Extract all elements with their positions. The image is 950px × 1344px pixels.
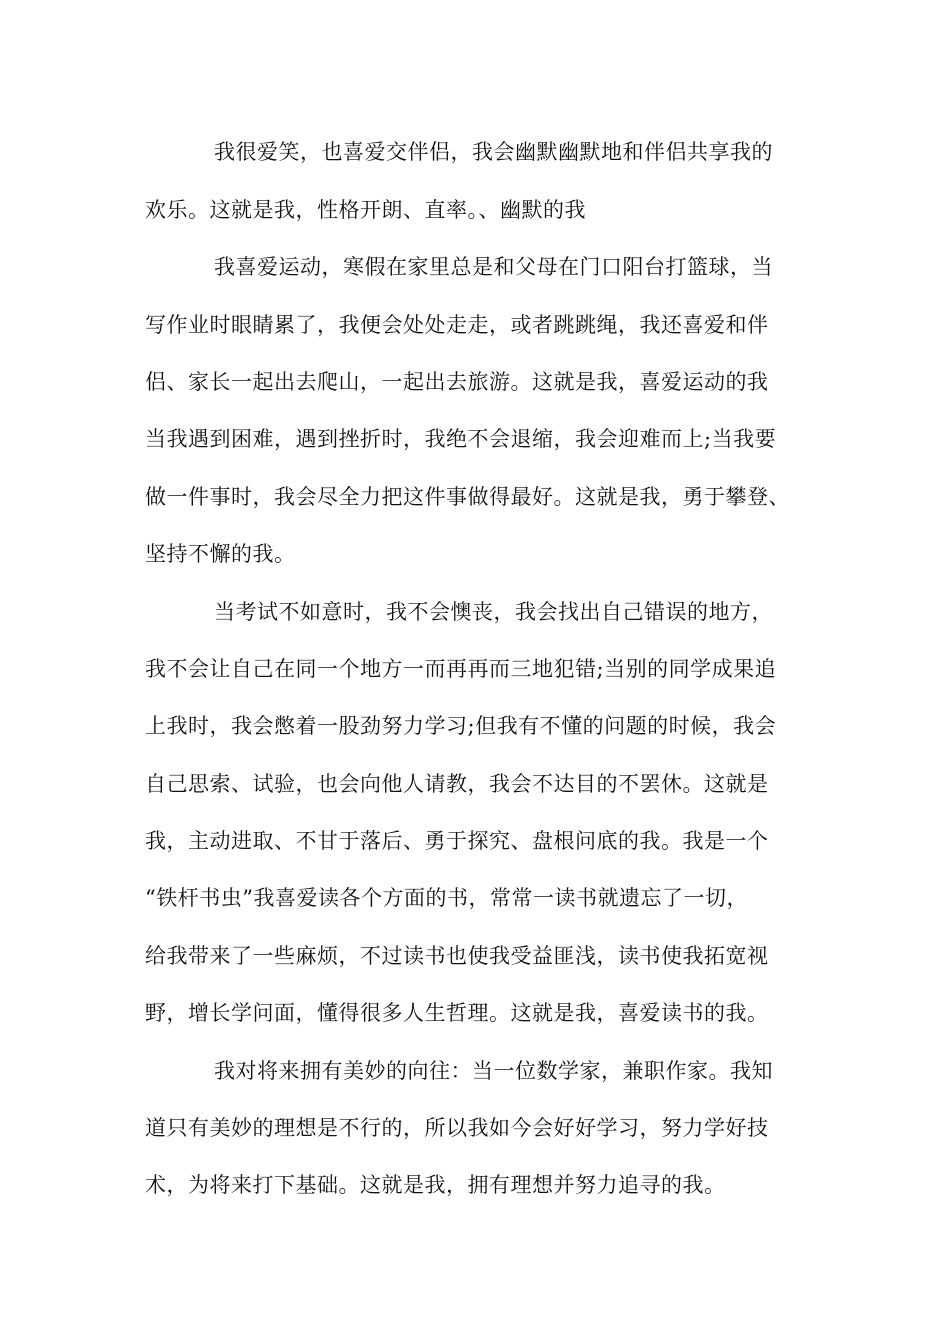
text-line: 上我时，我会憋着一股劲努力学习;但我有不懂的问题的时候，我会	[145, 714, 777, 738]
text-line: 我，主动进取、不甘于落后、勇于探究、盘根问底的我。我是一个	[145, 829, 769, 853]
text-line: 当我遇到困难，遇到挫折时，我绝不会退缩，我会迎难而上;当我要	[145, 427, 777, 451]
text-line: 道只有美妙的理想是不行的，所以我如今会好好学习，努力学好技	[145, 1116, 769, 1140]
text-line: 做一件事时，我会尽全力把这件事做得最好。这就是我，勇于攀登、	[145, 485, 790, 509]
text-line: “铁杆书虫”我喜爱读各个方面的书，常常一读书就遗忘了一切，	[145, 886, 748, 910]
text-line: 术，为将来打下基础。这就是我，拥有理想并努力追寻的我。	[145, 1173, 726, 1197]
text-line: 坚持不懈的我。	[145, 542, 296, 566]
text-line: 当考试不如意时，我不会懊丧，我会找出自己错误的地方，	[214, 600, 773, 624]
text-line: 自己思索、试验，也会向他人请教，我会不达目的不罢休。这就是	[145, 772, 769, 796]
text-line: 我对将来拥有美妙的向往：当一位数学家，兼职作家。我知	[214, 1059, 773, 1083]
text-line: 我很爱笑，也喜爱交伴侣，我会幽默幽默地和伴侣共享我的	[214, 140, 773, 164]
text-line: 我不会让自己在同一个地方一而再再而三地犯错;当别的同学成果追	[145, 657, 777, 681]
text-line: 我喜爱运动，寒假在家里总是和父母在门口阳台打篮球，当	[214, 255, 773, 279]
text-line: 给我带来了一些麻烦，不过读书也使我受益匪浅，读书使我拓宽视	[145, 944, 769, 968]
text-line: 侣、家长一起出去爬山，一起出去旅游。这就是我，喜爱运动的我	[145, 370, 769, 394]
text-line: 写作业时眼睛累了，我便会处处走走，或者跳跳绳，我还喜爱和伴	[145, 313, 769, 337]
text-line: 野，增长学问面，懂得很多人生哲理。这就是我，喜爱读书的我。	[145, 1001, 769, 1025]
text-line: 欢乐。这就是我，性格开朗、直率。、幽默的我	[145, 198, 586, 222]
